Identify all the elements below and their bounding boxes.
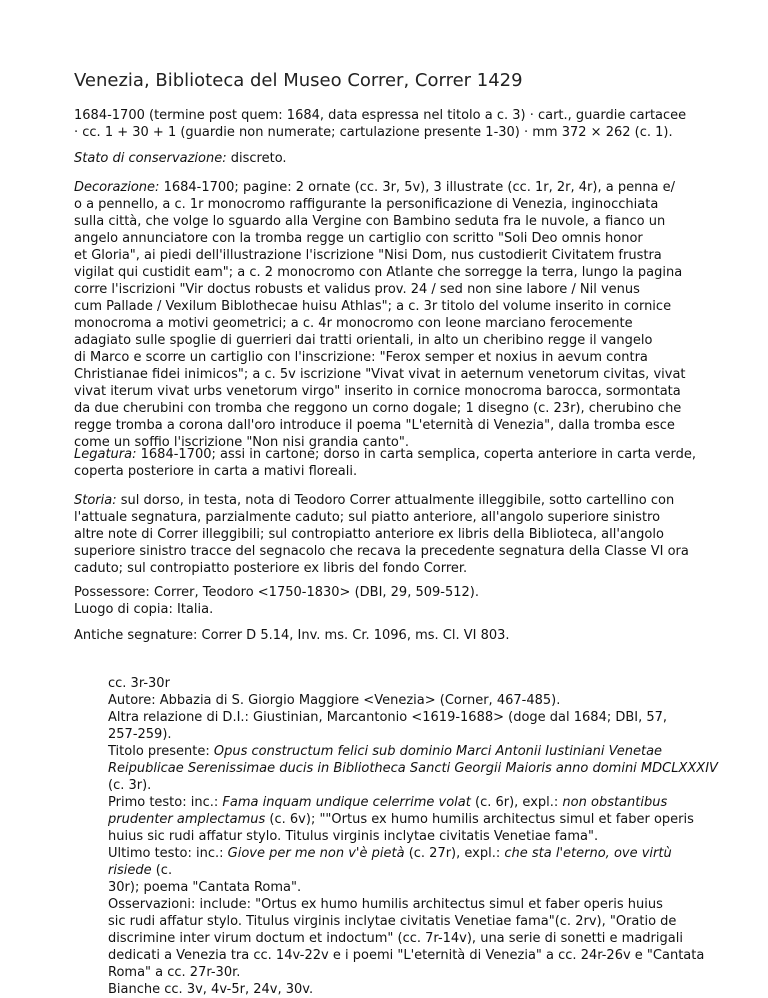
decorazione — [74, 179, 714, 451]
page-title: Venezia, Biblioteca del Museo Correr, Correr 1429 — [74, 70, 523, 91]
decorazione-line: 1684-1700; pagine: 2 ornate (cc. 3r, 5v), 3 illustrate (cc. 1r, 2r, 4r), a penna e/ — [163, 180, 676, 195]
summary — [74, 107, 714, 141]
storia-line: caduto; sul contropiatto posteriore ex libris del fondo Correr. — [74, 561, 468, 576]
decorazione-label: Decorazione: — [74, 180, 160, 195]
storia-line: superiore sinistro tracce del segnacolo che recava la precedente segnatura della Classe VI ora — [74, 544, 689, 559]
osservazioni-line: dedicati a Venezia tra cc. 14v-22v e i poemi "L'eternità di Venezia" a cc. 24r-26v e "Cantata — [108, 948, 705, 963]
osservazioni-line: Roma" a cc. 27r-30r. — [108, 965, 241, 980]
decorazione-line: sulla città, che volge lo sguardo alla Vergine con Bambino seduta fra le nuvole, a fianco un — [74, 214, 666, 229]
legatura — [74, 446, 714, 480]
ultimo-end: (c. — [155, 863, 173, 878]
primo-rest-cont: huius sic rudi affatur stylo. Titulus virginis inclytae civitatis Venetiae fama". — [108, 829, 599, 844]
storia-line: altre note di Correr illeggibili; sul contropiatto anteriore ex libris della Biblioteca, all'angolo — [74, 527, 664, 542]
decorazione-line: et Gloria", ai piedi dell'illustrazione l'iscrizione "Nisi Dom, nus custodierit Civitatem frustra — [74, 248, 662, 263]
decorazione-line: Christianae fidei inimicos"; a c. 5v iscrizione "Vivat vivat in aeternum venetorum civitas, vivat — [74, 367, 686, 382]
decorazione-line: cum Pallade / Vexilum Biblothecae huisu Athlas"; a c. 3r titolo del volume inserito in cornice — [74, 299, 672, 314]
titolo-label: Titolo presente: — [108, 744, 210, 759]
altra-relazione: Altra relazione di D.I.: Giustinian, Marcantonio <1619-1688> (doge dal 1684; DBI, 57, — [108, 710, 668, 725]
primo-incipit: Fama inquam undique celerrime volat — [222, 795, 471, 810]
ultimo-cont: 30r); poema "Cantata Roma". — [108, 880, 302, 895]
titolo-text: Opus constructum felici sub dominio Marci Antonii Iustiniani Venetae — [213, 744, 663, 759]
titolo-text-cont: Reipublicae Serenissimae ducis in Bibliotheca Sancti Georgii Maioris anno domini MDCLXXXIV — [108, 761, 718, 776]
decorazione-line: di Marco e scorre un cartiglio con l'inscrizione: "Ferox semper et noxius in aevum contra — [74, 350, 648, 365]
osservazioni-line: sic rudi affatur stylo. Titulus virginis inclytae civitatis Venetiae fama"(c. 2rv), "Oratio de — [108, 914, 677, 929]
primo-explicit: non obstantibus — [562, 795, 668, 810]
decorazione-line: angelo annunciatore con la tromba regge un cartiglio con scritto "Soli Deo omnis honor — [74, 231, 643, 246]
decorazione-line: vigilat qui custidit eam"; a c. 2 monocromo con Atlante che sorregge la terra, lungo la pagina — [74, 265, 683, 280]
legatura-label: Legatura: — [74, 447, 137, 462]
ultimo-mid: (c. 27r), expl.: — [408, 846, 501, 861]
altra-relazione-cont: 257-259). — [108, 727, 172, 742]
antiche-segnature: Antiche segnature: Correr D 5.14, Inv. ms. Cr. 1096, ms. Cl. VI 803. — [74, 628, 510, 643]
conservazione-label: Stato di conservazione: — [74, 151, 227, 166]
ultimo-explicit: che sta l'eterno, ove virtù risiede — [108, 846, 672, 878]
contenuto — [108, 675, 718, 998]
summary-line-2: · cc. 1 + 30 + 1 (guardie non numerate; cartulazione presente 1-30) · mm 372 × 262 (c. 1). — [74, 125, 673, 140]
provenance — [74, 584, 714, 618]
luogo-di-copia: Luogo di copia: Italia. — [74, 602, 214, 617]
legatura-line: 1684-1700; assi in cartone; dorso in carta semplica, coperta anteriore in carta verde, — [140, 447, 696, 462]
primo-mid: (c. 6r), expl.: — [475, 795, 559, 810]
decorazione-line: corre l'iscrizioni "Vir doctus robusts et validus prov. 24 / sed non sine labore / Nil venus — [74, 282, 640, 297]
storia — [74, 492, 714, 577]
storia-line: sul dorso, in testa, nota di Teodoro Correr attualmente illeggibile, sotto cartellino con — [120, 493, 675, 508]
decorazione-line: adagiato sulle spoglie di guerrieri dai tratti orientali, in alto un cheribino regge il vangelo — [74, 333, 653, 348]
summary-line-1: 1684-1700 (termine post quem: 1684, data espressa nel titolo a c. 3) · cart., guardie cartacee — [74, 108, 687, 123]
autore: Autore: Abbazia di S. Giorgio Maggiore <Venezia> (Corner, 467-485). — [108, 693, 561, 708]
decorazione-line: come un soffio l'iscrizione "Non nisi grandia canto". — [74, 435, 409, 450]
possessore: Possessore: Correr, Teodoro <1750-1830> (DBI, 29, 509-512). — [74, 585, 479, 600]
decorazione-line: da due cherubini con tromba che reggono un corno dogale; 1 disegno (c. 23r), cherubino che — [74, 401, 682, 416]
ultimo-incipit: Giove per me non v'è pietà — [227, 846, 405, 861]
decorazione-line: regge tromba a corona dall'oro introduce il poema "L'eternità di Venezia", dalla tromba esce — [74, 418, 675, 433]
decorazione-line: o a pennello, a c. 1r monocromo raffigurante la personificazione di Venezia, inginocchiata — [74, 197, 659, 212]
storia-line: l'attuale segnatura, parzialmente caduto; sul piatto anteriore, all'angolo superiore sinistro — [74, 510, 661, 525]
titolo-ref: (c. 3r). — [108, 778, 152, 793]
primo-explicit-cont: prudenter amplectamus — [108, 812, 266, 827]
ultimo-label: Ultimo testo: inc.: — [108, 846, 224, 861]
primo-rest: (c. 6v); ""Ortus ex humo humilis architectus simul et faber operis — [269, 812, 694, 827]
carte-range: cc. 3r-30r — [108, 676, 170, 691]
osservazioni-line: discrimine inter virum doctum et indoctum" (cc. 7r-14v), una serie di sonetti e madrigali — [108, 931, 683, 946]
bianche: Bianche cc. 3v, 4v-5r, 24v, 30v. — [108, 982, 314, 997]
conservazione-text: discreto. — [230, 151, 287, 166]
legatura-line: coperta posteriore in carta a mativi floreali. — [74, 464, 358, 479]
primo-label: Primo testo: inc.: — [108, 795, 219, 810]
storia-label: Storia: — [74, 493, 117, 508]
decorazione-line: monocroma a motivi geometrici; a c. 4r monocromo con leone marciano ferocemente — [74, 316, 633, 331]
conservazione — [74, 150, 714, 167]
decorazione-line: vivat iterum vivat urbs venetorum virgo" inserito in cornice monocroma barocca, sormontata — [74, 384, 681, 399]
osservazioni-line: Osservazioni: include: "Ortus ex humo humilis architectus simul et faber operis huius — [108, 897, 663, 912]
